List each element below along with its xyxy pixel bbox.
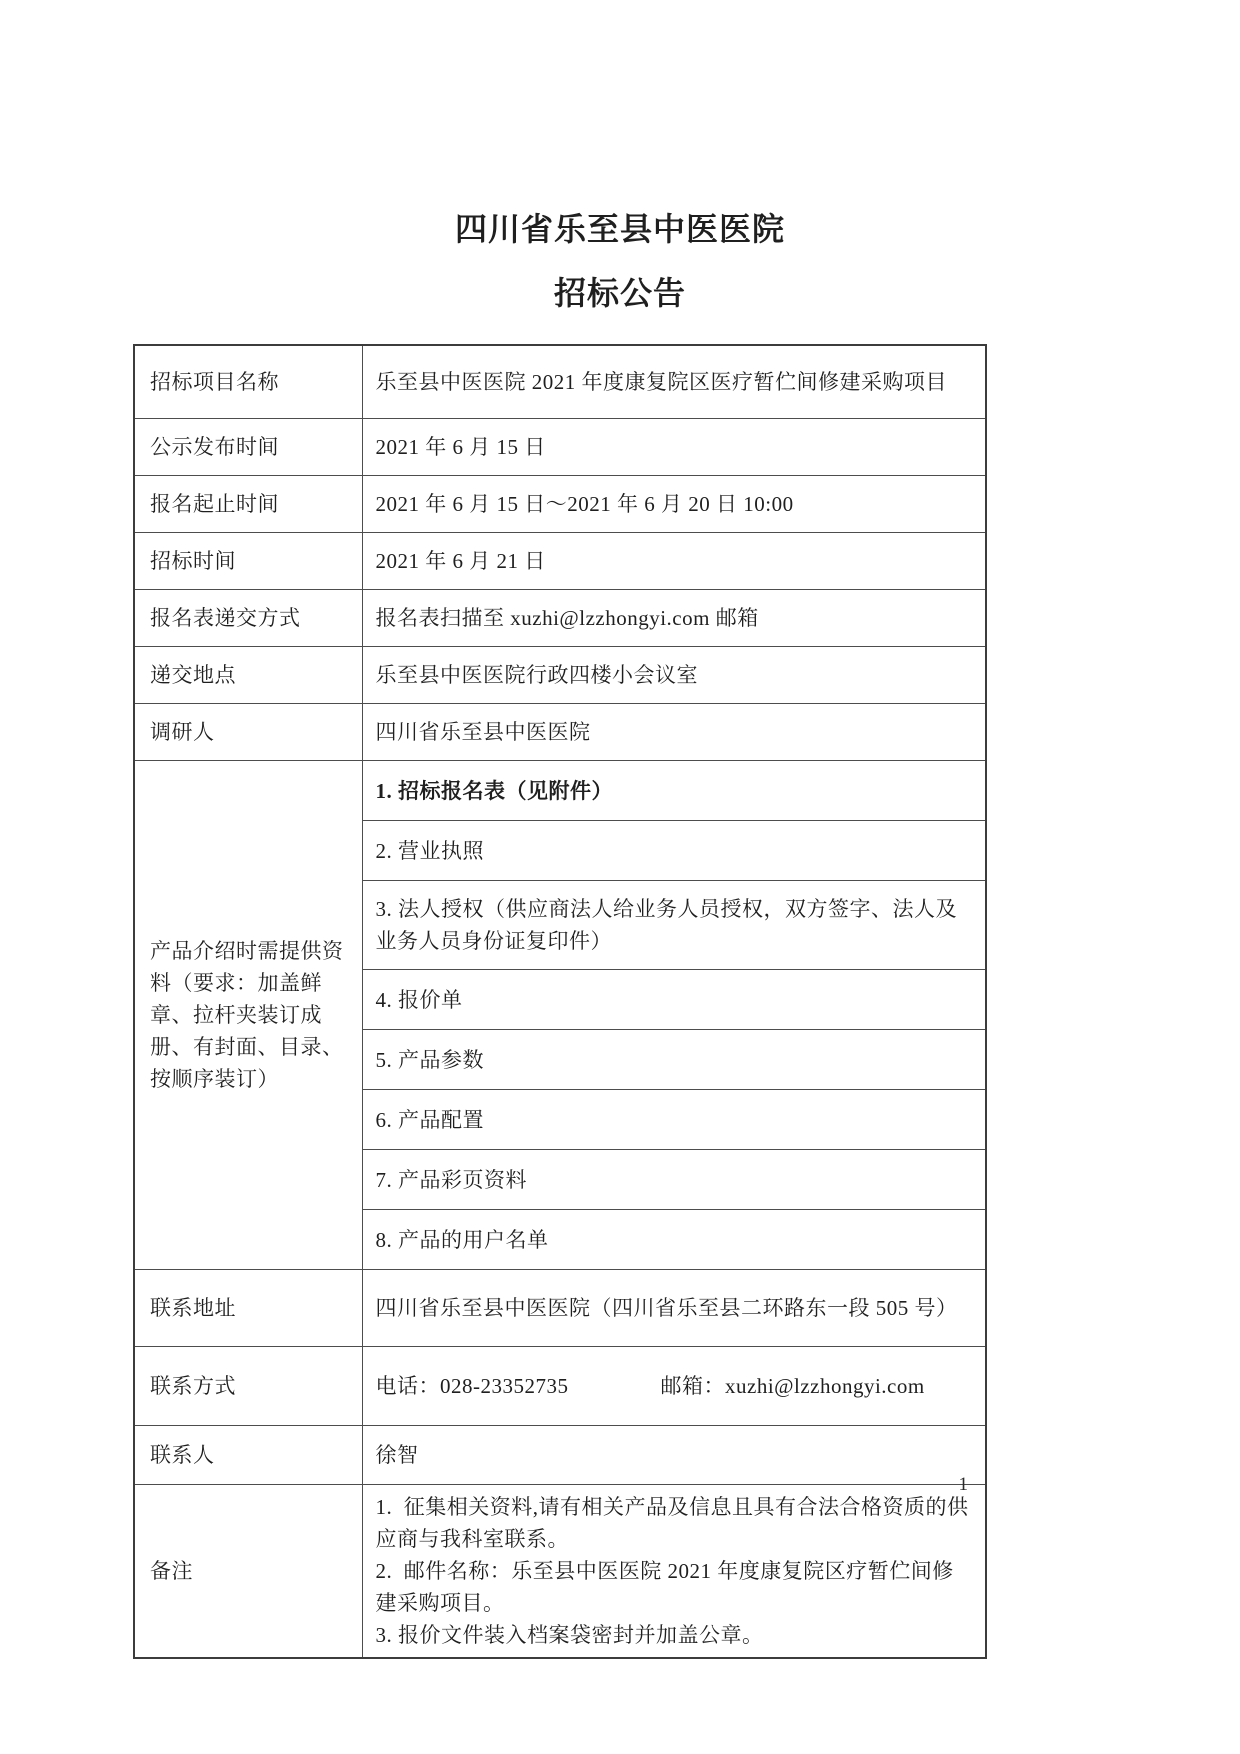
- row-value-project-name: 乐至县中医医院 2021 年度康复院区医疗暂伫间修建采购项目: [362, 345, 986, 419]
- row-label-project-name: 招标项目名称: [134, 345, 362, 419]
- row-label-remarks: 备注: [134, 1485, 362, 1659]
- materials-item-2: 2. 营业执照: [362, 821, 986, 881]
- table-row-submit-place: [134, 647, 986, 704]
- row-label-contact-method: 联系方式: [134, 1347, 362, 1426]
- row-label-publish-time: 公示发布时间: [134, 419, 362, 476]
- table-row-submit-method: [134, 590, 986, 647]
- remark-line-3: 3. 报价文件装入档案袋密封并加盖公章。: [375, 1623, 764, 1647]
- row-value-remarks: [362, 1485, 986, 1659]
- table-row-bid-time: [134, 533, 986, 590]
- row-value-researcher: 四川省乐至县中医医院: [362, 704, 986, 761]
- remark-line-2: 2. 邮件名称：乐至县中医医院 2021 年度康复院区疗暂伫间修建采购项目。: [375, 1559, 954, 1615]
- row-value-contact-address: 四川省乐至县中医医院（四川省乐至县二环路东一段 505 号）: [362, 1270, 986, 1347]
- row-value-submit-place: 乐至县中医医院行政四楼小会议室: [362, 647, 986, 704]
- contact-phone: 电话：028-23352735: [375, 1374, 569, 1398]
- row-label-submit-place: 递交地点: [134, 647, 362, 704]
- row-label-submit-method: 报名表递交方式: [134, 590, 362, 647]
- page-subtitle: 招标公告: [553, 275, 686, 311]
- row-value-bid-time: 2021 年 6 月 21 日: [362, 533, 986, 590]
- tender-table: [133, 344, 987, 1659]
- row-label-materials: 产品介绍时需提供资料（要求：加盖鲜章、拉杆夹装订成册、有封面、目录、按顺序装订）: [134, 761, 362, 1270]
- row-value-signup-period: 2021 年 6 月 15 日～2021 年 6 月 20 日 10:00: [362, 476, 986, 533]
- page-number: 1: [958, 1474, 968, 1495]
- table-row-contact-method: [134, 1347, 986, 1426]
- row-value-publish-time: 2021 年 6 月 15 日: [362, 419, 986, 476]
- materials-item-3: 3. 法人授权（供应商法人给业务人员授权，双方签字、法人及业务人员身份证复印件）: [362, 881, 986, 970]
- table-row-materials: [134, 761, 986, 821]
- row-label-bid-time: 招标时间: [134, 533, 362, 590]
- row-value-contact-method: [362, 1347, 986, 1426]
- row-value-contact-person: 徐智: [362, 1426, 986, 1485]
- contact-email: 邮箱：xuzhi@lzzhongyi.com: [660, 1374, 925, 1398]
- page-title: 四川省乐至县中医医院: [454, 211, 785, 247]
- table-row-contact-address: [134, 1270, 986, 1347]
- table-row-remarks: [134, 1485, 986, 1659]
- table-row-project-name: [134, 345, 986, 419]
- row-label-researcher: 调研人: [134, 704, 362, 761]
- remark-line-1: 1. 征集相关资料,请有相关产品及信息且具有合法合格资质的供应商与我科室联系。: [375, 1495, 969, 1551]
- table-row-signup-period: [134, 476, 986, 533]
- table-row-researcher: [134, 704, 986, 761]
- materials-item-5: 5. 产品参数: [362, 1030, 986, 1090]
- row-value-submit-method: 报名表扫描至 xuzhi@lzzhongyi.com 邮箱: [362, 590, 986, 647]
- materials-item-6: 6. 产品配置: [362, 1090, 986, 1150]
- table-row-contact-person: [134, 1426, 986, 1485]
- materials-item-7: 7. 产品彩页资料: [362, 1150, 986, 1210]
- row-label-contact-address: 联系地址: [134, 1270, 362, 1347]
- materials-item-8: 8. 产品的用户名单: [362, 1210, 986, 1270]
- materials-item-1: 1. 招标报名表（见附件）: [362, 761, 986, 821]
- row-label-signup-period: 报名起止时间: [134, 476, 362, 533]
- materials-item-4: 4. 报价单: [362, 970, 986, 1030]
- table-row-publish-time: [134, 419, 986, 476]
- row-label-contact-person: 联系人: [134, 1426, 362, 1485]
